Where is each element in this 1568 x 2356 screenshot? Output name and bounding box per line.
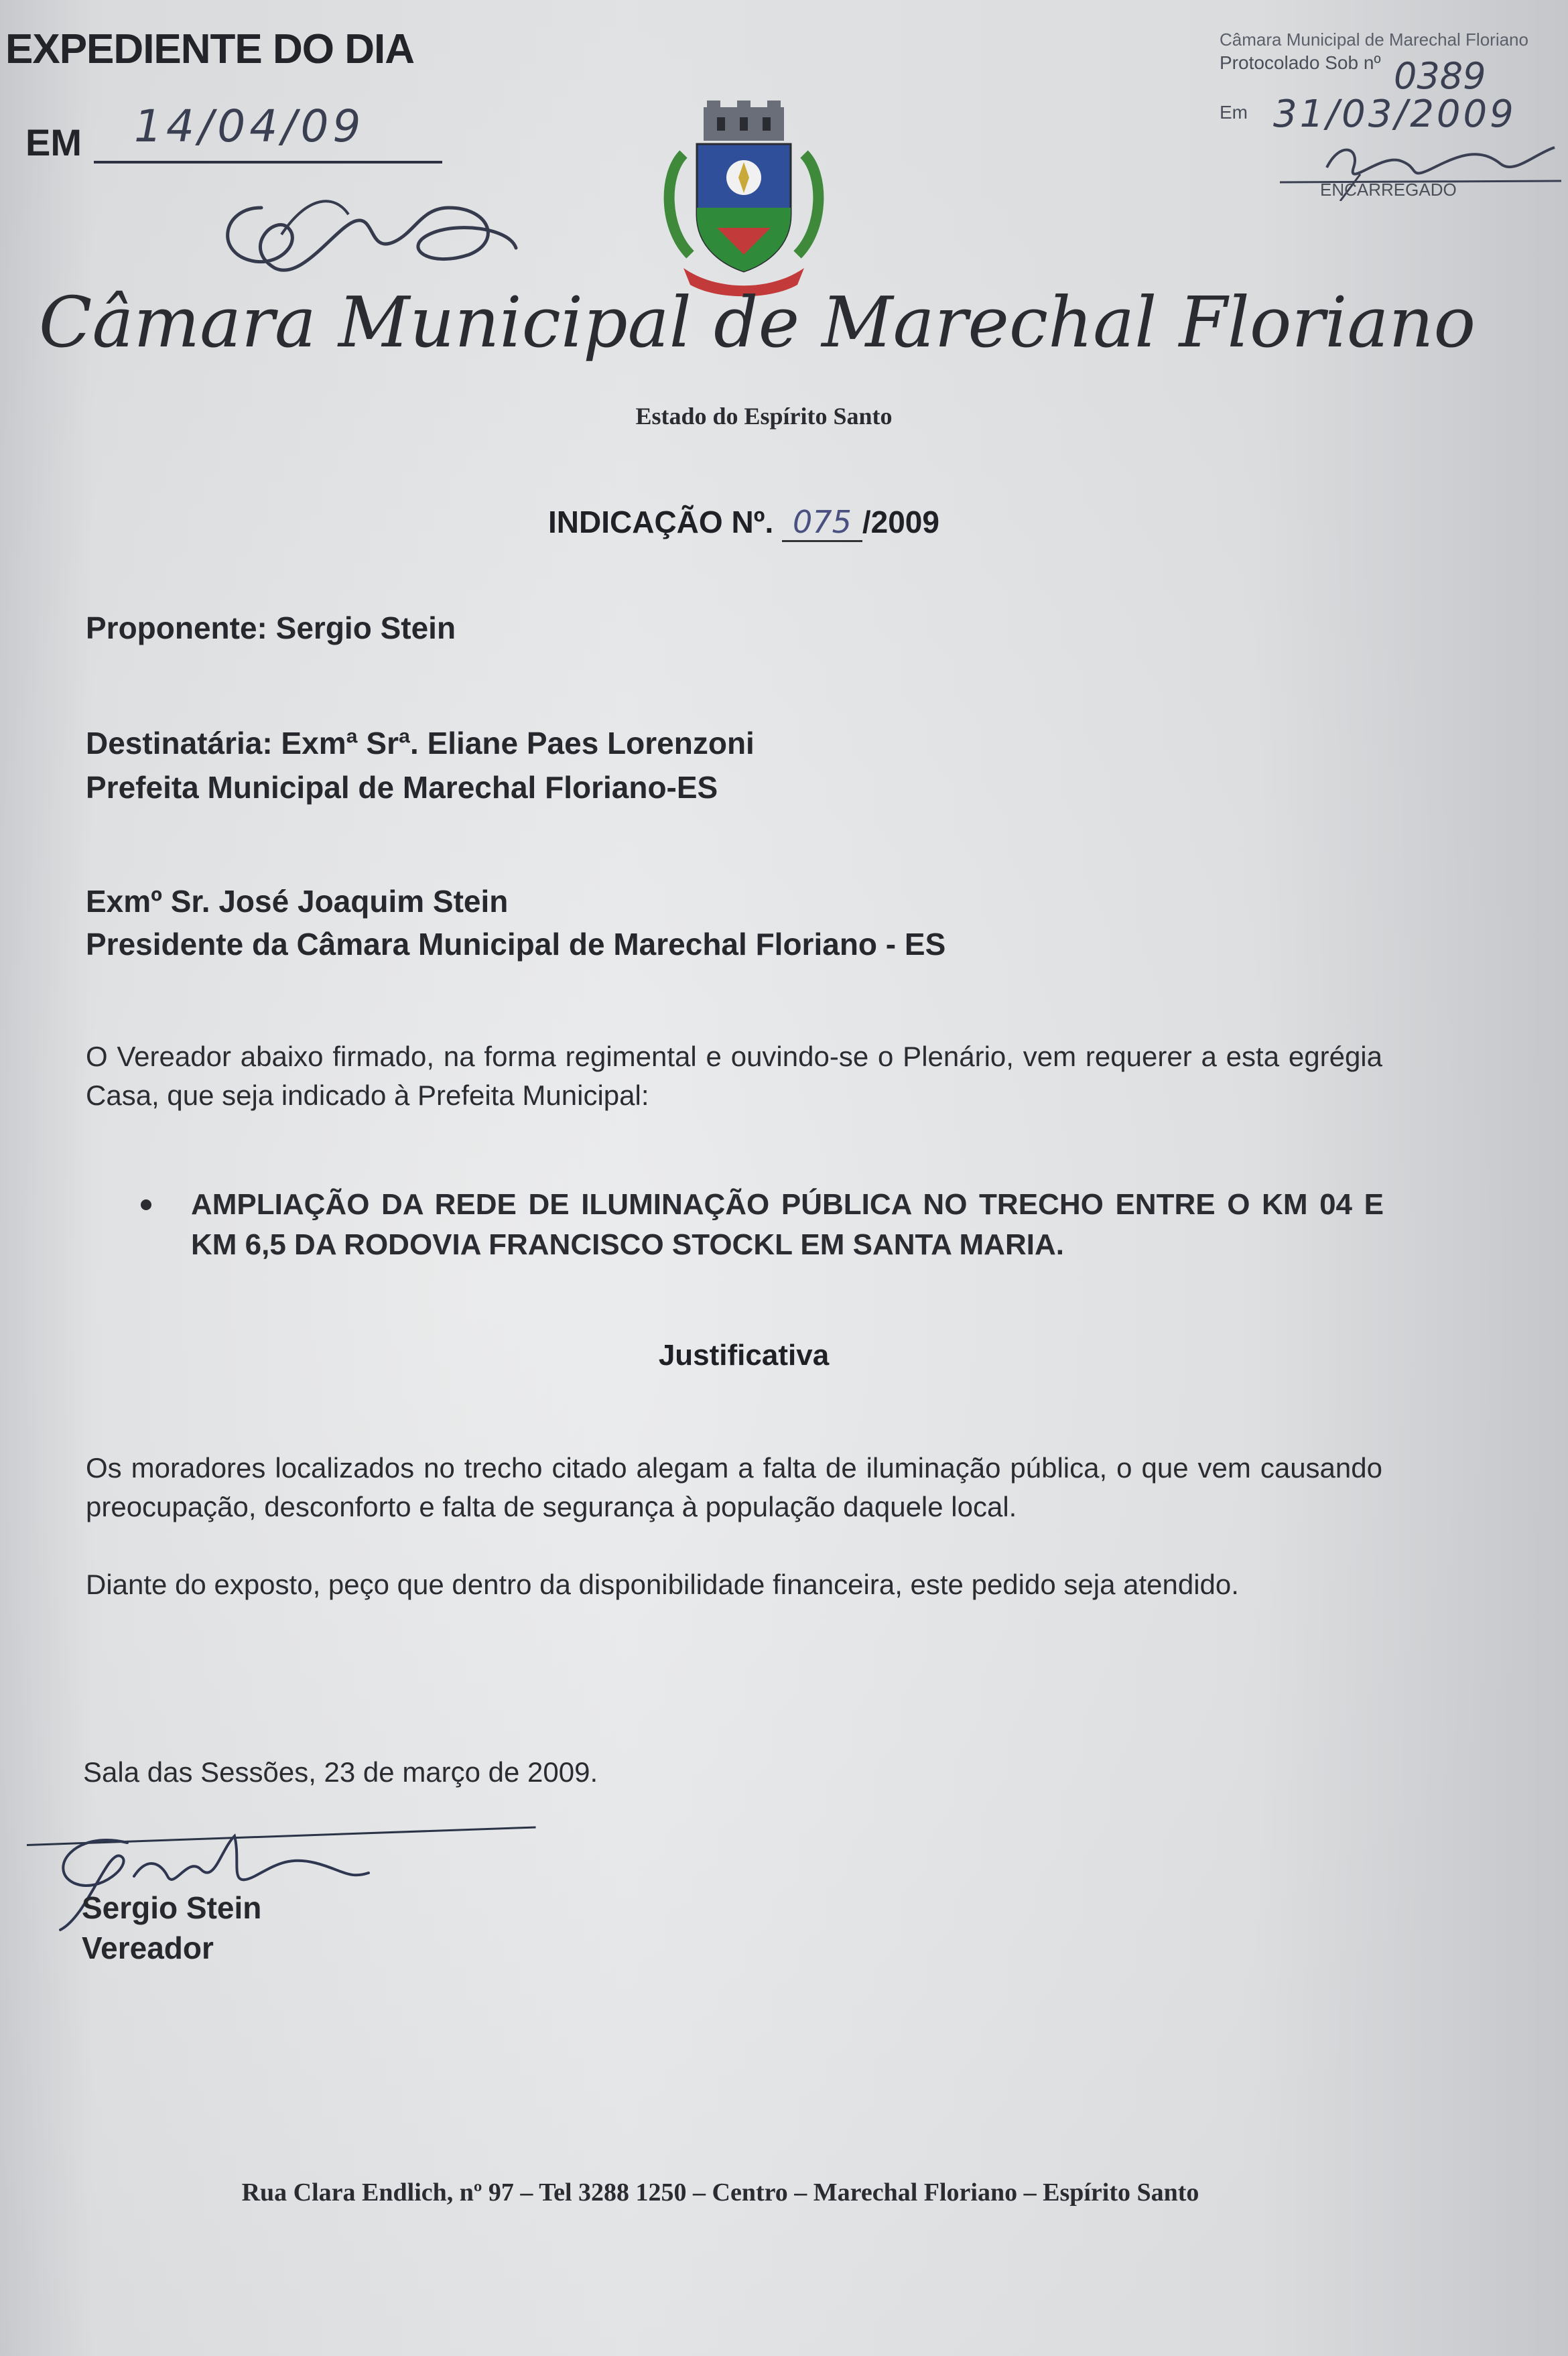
institution-name: Câmara Municipal de Marechal Floriano xyxy=(38,281,1476,363)
stamp-signature xyxy=(201,168,523,288)
justification-paragraph-1: Os moradores localizados no trecho citado alegam a falta de iluminação pública, o que vem causando preocupação, desconforto e falta de segurança à população daquele local. xyxy=(86,1452,1382,1522)
justification-paragraph-2: Diante do exposto, peço que dentro da disponibilidade financeira, este pedido seja atendido. xyxy=(86,1569,1239,1600)
protocol-stamp xyxy=(1220,27,1568,201)
stamp-em-label: EM xyxy=(25,121,82,163)
request-item: AMPLIAÇÃO DA REDE DE ILUMINAÇÃO PÚBLICA NO TRECHO ENTRE O KM 04 E KM 6,5 DA RODOVIA FRANCISCO STOCKL EM SANTA MARIA. xyxy=(191,1188,1384,1261)
indication-suffix: /2009 xyxy=(862,505,939,539)
justification-heading: Justificativa xyxy=(658,1339,830,1372)
protocol-date: 31/03/2009 xyxy=(1273,92,1516,136)
indication-title xyxy=(0,504,1488,540)
bullet-icon xyxy=(141,1199,151,1210)
indication-number: 075 xyxy=(782,504,862,542)
indication-prefix: INDICAÇÃO Nº. xyxy=(548,505,774,539)
recipient-line-4: Presidente da Câmara Municipal de Marechal Floriano - ES xyxy=(86,927,946,962)
place-date: Sala das Sessões, 23 de março de 2009. xyxy=(83,1756,598,1788)
protocol-role-label: ENCARREGADO xyxy=(1320,180,1457,200)
stamp-date-line xyxy=(94,161,442,163)
stamp-date: 14/04/09 xyxy=(134,101,365,152)
recipient-line-3: Exmº Sr. José Joaquim Stein xyxy=(86,884,509,919)
protocol-institution: Câmara Municipal de Marechal Floriano xyxy=(1220,29,1528,50)
signer-role: Vereador xyxy=(82,1930,214,1965)
protocol-label: Protocolado Sob nº xyxy=(1220,52,1381,73)
protocol-number: 0389 xyxy=(1394,55,1486,97)
footer-address: Rua Clara Endlich, nº 97 – Tel 3288 1250 – Centro – Marechal Floriano – Espírito Santo xyxy=(241,2178,1199,2207)
state-name: Estado do Espírito Santo xyxy=(635,403,893,430)
municipal-crest-icon xyxy=(657,101,831,302)
protocol-em-label: Em xyxy=(1220,102,1248,123)
recipient-line-1: Destinatária: Exmª Srª. Eliane Paes Lorenzoni xyxy=(86,726,755,761)
proponent: Proponente: Sergio Stein xyxy=(86,610,456,645)
signer-name: Sergio Stein xyxy=(82,1890,262,1925)
stamp-title: EXPEDIENTE DO DIA xyxy=(5,26,414,72)
recipient-line-2: Prefeita Municipal de Marechal Floriano-ES xyxy=(86,770,718,805)
intro-paragraph: O Vereador abaixo firmado, na forma regimental e ouvindo-se o Plenário, vem requerer a esta egrégia Casa, que seja indicado à Prefeita Municipal: xyxy=(86,1041,1382,1111)
